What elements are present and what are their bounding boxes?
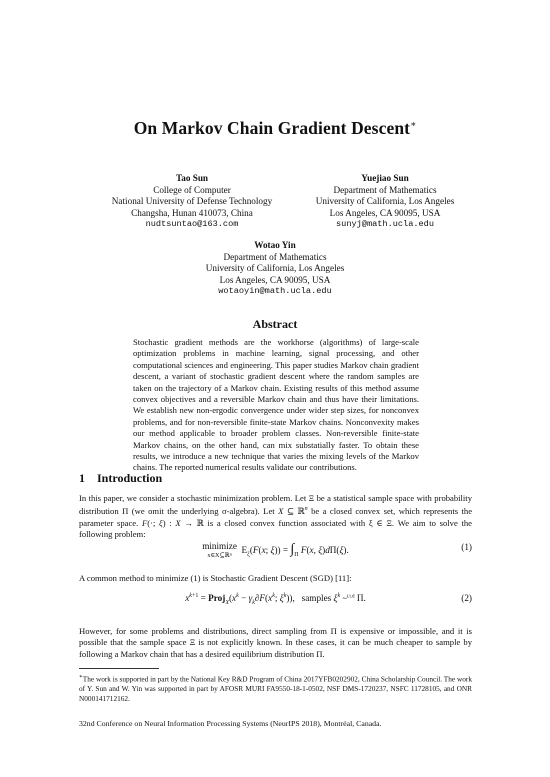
author-name: Tao Sun — [175, 173, 209, 183]
section-number: 1 — [79, 471, 85, 485]
paragraph-text: is a closed convex function associated with ξ ∈ Ξ. We aim to solve the following problem: — [79, 517, 472, 540]
equation-2 — [79, 593, 472, 613]
author-affiliation: University of California, Los Angeles — [205, 263, 345, 274]
equation-number: (2) — [461, 593, 472, 603]
title-text: On Markov Chain Gradient Descent — [133, 118, 411, 138]
intro-paragraph-1: In this paper, we consider a stochastic minimization problem. Let Ξ be a statistical sample space with probability distribution Π (we omit the underlying σ-algebra). Let X ⊆ ℝ$^n$ be a closed convex set, which represents the parameter space. F(·; ξ) : X → ℝ is a closed convex function associated with ξ ∈ Ξ. We aim to solve the following problem: — [79, 493, 473, 540]
author-affiliation: National University of Defense Technology — [111, 196, 273, 207]
author-address: Changsha, Hunan 410073, China — [131, 207, 253, 218]
author-address: Los Angeles, CA 90095, USA — [329, 207, 441, 218]
intro-paragraph-2: A common method to minimize (1) is Stochastic Gradient Descent (SGD) [11]: — [79, 573, 352, 583]
venue-line: 32nd Conference on Neural Information Processing Systems (NeurIPS 2018), Montréal, Canada. — [79, 719, 382, 728]
footnote-text: The work is supported in part by the National Key R&D Program of China 2017YFB0202902, China Scholarship Council. The work of Y. Sun and W. Yin was supported in part by AFOSR MURI FA9550-18-1-0502, NSF DMS-1720237, NSFC 11728105, and ONR N000141712162. — [79, 674, 472, 703]
minimize-operator — [202, 542, 237, 560]
footnote-mark: ∗ — [79, 674, 83, 680]
author-affiliation: Department of Mathematics — [223, 251, 327, 262]
equation-number: (1) — [461, 542, 472, 552]
author-block-1 — [92, 173, 292, 231]
abstract-heading: Abstract — [252, 317, 298, 331]
author-affiliation: University of California, Los Angeles — [315, 196, 455, 207]
author-email: sunyj@math.ucla.edu — [336, 219, 434, 230]
samples-label: samples — [301, 593, 332, 604]
author-address: Los Angeles, CA 90095, USA — [219, 274, 331, 285]
author-block-3 — [175, 240, 375, 298]
equation-body: minimize x∈X⊆ℝⁿ $E_\xi(F(x$; $\xi)) = \int_\Pi$ F(x, ξ)dΠ(ξ). — [202, 541, 349, 559]
equation-1 — [79, 542, 472, 562]
section-title: Introduction — [97, 471, 163, 485]
author-email: nudtsuntao@163.com — [145, 219, 239, 230]
title-footnote-mark: ∗ — [410, 119, 417, 130]
author-affiliation: Department of Mathematics — [333, 184, 437, 195]
operator-text: minimize — [202, 541, 237, 551]
author-block-2 — [285, 173, 485, 231]
section-heading — [79, 471, 162, 486]
operator-subscript: x∈X⊆ℝⁿ — [207, 552, 232, 559]
footnote-rule — [79, 668, 159, 669]
author-name: Wotao Yin — [254, 240, 296, 250]
paragraph-text: be a closed convex set, which represents the parameter space. — [79, 506, 473, 528]
paragraph-text: In this paper, we consider a stochastic minimization problem. Let Ξ be a statistical sample space with probability distribution Π (we omit the underlying σ-algebra). Let — [79, 493, 472, 517]
intro-paragraph-3: However, for some problems and distributions, direct sampling from Π is expensive or impossible, and it is possible that the sample space Ξ is not explicitly known. In these cases, it can be much cheaper to sample by following a Markov chain that has a desired equilibrium distribution Π. — [79, 626, 472, 659]
paper-title — [0, 118, 550, 139]
abstract-text: Stochastic gradient methods are the workhorse (algorithms) of large-scale optimization problems in machine learning, signal processing, and other computational sciences and engineering. This paper studies Markov chain gradient descent, a variant of stochastic gradient descent where the random samples are taken on the trajectory of a Markov chain. Existing results of this method assume convex objectives and a reversible Markov chain and thus have their limitations. We establish new non-ergodic convergence under wider step sizes, for nonconvex problems, and for non-reversible finite-state Markov chains. Nonconvexity makes our method applicable to broader problem classes. Non-reversible finite-state Markov chains, on the other hand, can mix substatially faster. To obtain these results, we introduce a new technique that varies the mixing levels of the Markov chains. The reported numerical results validate our contributions. — [133, 337, 419, 473]
author-email: wotaoyin@math.ucla.edu — [218, 286, 332, 297]
equation-body: $x^{k+1}$ = $Proj_X(x^k - \gamma_k\partial F(x^k$; $\xi^k$)), samples $\xi^k$ ~$^{i.i.d}$ Π. — [185, 593, 366, 606]
footnote — [79, 673, 472, 703]
author-name: Yuejiao Sun — [361, 173, 409, 183]
author-affiliation: College of Computer — [153, 184, 231, 195]
